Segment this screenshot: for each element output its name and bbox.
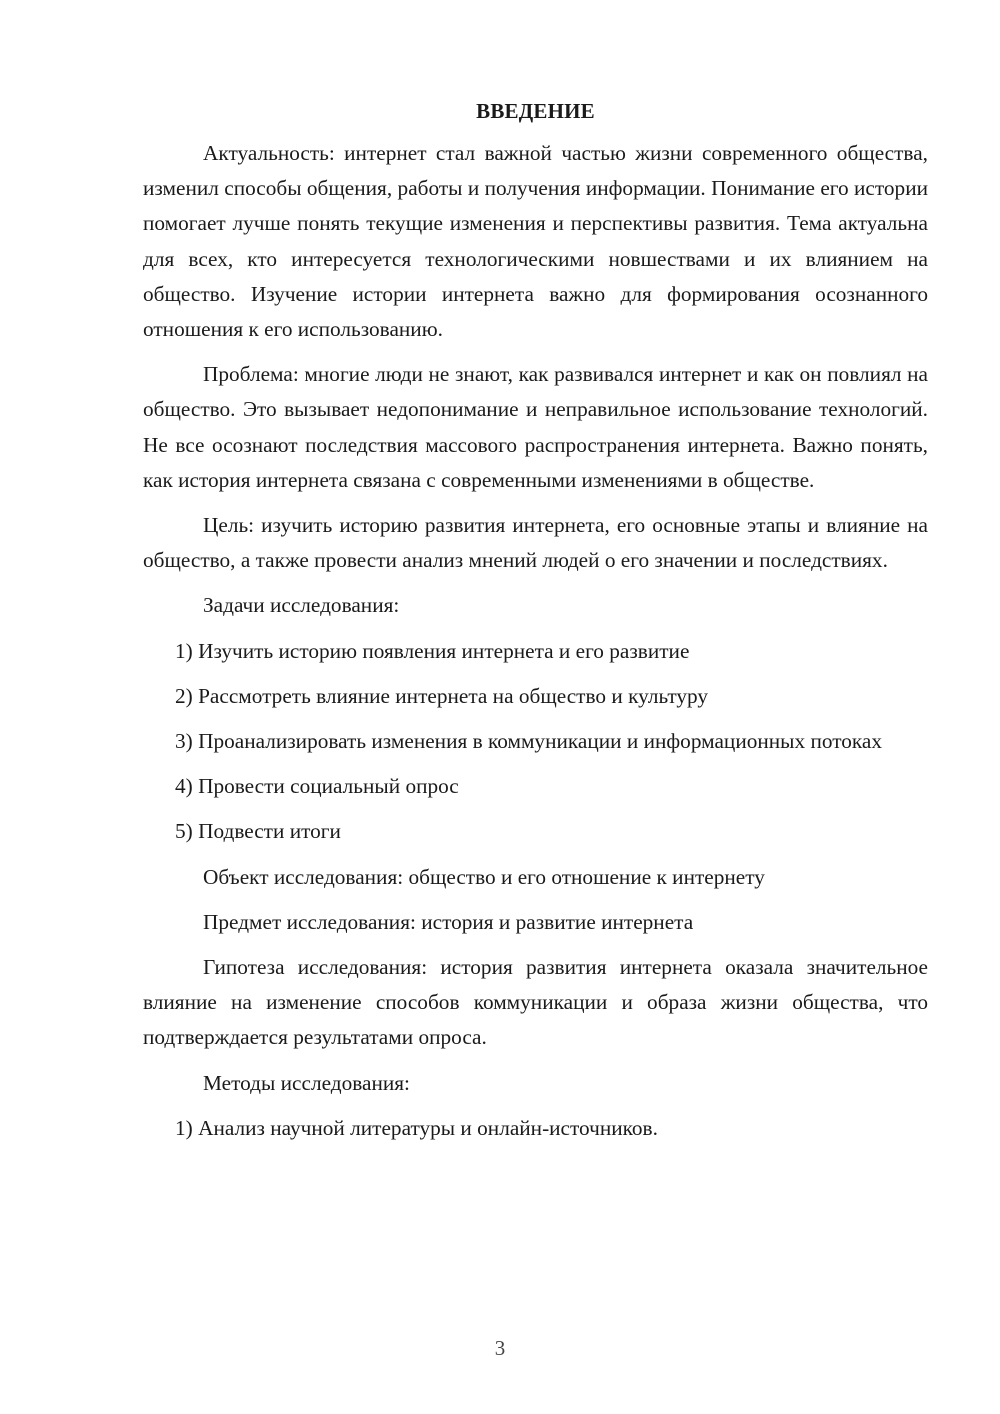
task-item-5: 5) Подвести итоги	[175, 819, 341, 844]
methods-heading: Методы исследования:	[203, 1070, 410, 1095]
page-content	[143, 94, 928, 1156]
page-number: 3	[494, 1336, 506, 1360]
research-subject: Предмет исследования: история и развитие интернета	[203, 909, 694, 934]
tasks-heading: Задачи исследования:	[203, 593, 400, 618]
hypothesis-paragraph: Гипотеза исследования: история развития интернета оказала значительное влияние на изменение способов коммуникации и образа жизни общества, что подтверждается результатами опроса.	[143, 955, 928, 1050]
relevance-paragraph: Актуальность: интернет стал важной частью жизни современного общества, изменил способы общения, работы и получения информации. Понимание его истории помогает лучше понять текущие изменения и перспективы развития. Тема актуальна для всех, кто интересуется технологическими новшествами и их влиянием на общество. Изучение истории интернета важно для формирования осознанного отношения к его использованию.	[143, 141, 928, 342]
problem-paragraph: Проблема: многие люди не знают, как развивался интернет и как он повлиял на общество. Это вызывает недопонимание и неправильное использование технологий. Не все осознают последствия массового распространения интернета. Важно понять, как история интернета связана с современными изменениями в обществе.	[143, 362, 928, 492]
task-item-4: 4) Провести социальный опрос	[175, 774, 459, 799]
research-object: Объект исследования: общество и его отношение к интернету	[203, 864, 765, 889]
task-item-2: 2) Рассмотреть влияние интернета на общество и культуру	[175, 683, 709, 708]
task-item-3: 3) Проанализировать изменения в коммуникации и информационных потоках	[175, 729, 883, 754]
method-item-1: 1) Анализ научной литературы и онлайн-источников.	[175, 1115, 658, 1140]
task-item-1: 1) Изучить историю появления интернета и его развитие	[175, 638, 690, 663]
goal-paragraph: Цель: изучить историю развития интернета, его основные этапы и влияние на общество, а также провести анализ мнений людей о его значении и последствиях.	[143, 513, 928, 573]
section-title: ВВЕДЕНИЕ	[476, 99, 595, 123]
